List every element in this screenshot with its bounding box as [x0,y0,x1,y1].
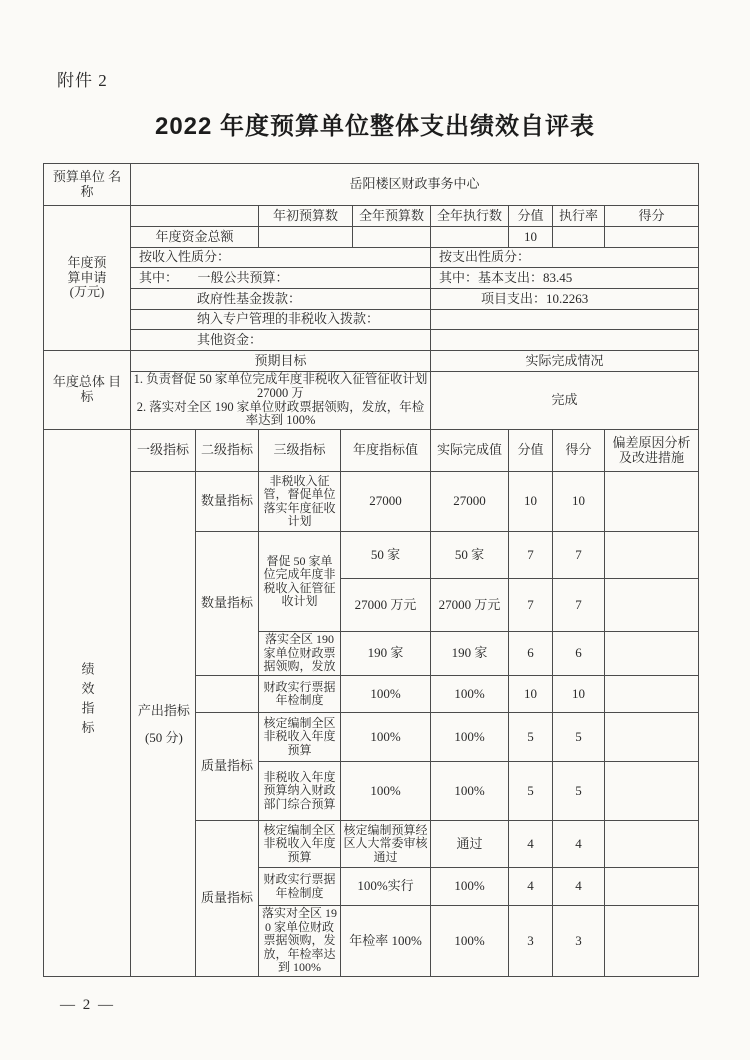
budget-col-header: 分值 [509,206,553,227]
level3-indicator-cell: 落实对全区 190 家单位财政票据领购，发放，年检率达到 100% [259,906,341,977]
goal-section-label: 年度总体 目标 [52,374,122,404]
empty-cell [553,227,605,248]
income-row-cell: 纳入专户管理的非税收入拨款： [131,310,431,330]
expense-title-cell: 按支出性质分： [431,248,699,268]
table-row [44,430,699,472]
expected-goal-item: 2. 落实对全区 190 家单位财政票据领购，发放，年检率达到 100% [136,399,425,428]
target-value-cell: 100% [341,762,431,821]
level3-indicator-cell: 核定编制全区非税收入年度预算 [259,713,341,762]
table-row [44,164,699,206]
attachment-label: 附件 2 [57,71,108,90]
expense-row-cell: 项目支出：10.2263 [431,289,699,310]
table-row [44,330,699,351]
income-row-cell: 其他资金： [131,330,431,351]
actual-value-cell: 50 家 [431,532,509,579]
score-cell: 10 [509,472,553,532]
income-title-cell: 按收入性质分： [131,248,431,268]
actual-value-cell: 100% [431,676,509,713]
level3-indicator-cell: 非税收入征管，督促单位落实年度征收计划 [259,472,341,532]
score-cell: 4 [509,868,553,906]
level1-indicator-cell [131,472,196,977]
level3-indicator-cell: 落实全区 190 家单位财政票据领购，发放 [259,632,341,676]
deviation-cell [605,632,699,676]
expected-goal-content-cell [131,372,431,430]
deviation-cell [605,579,699,632]
level3-indicator-cell: 核定编制全区非税收入年度预算 [259,821,341,868]
empty-cell [259,227,353,248]
income-row-cell: 政府性基金拨款： [131,289,431,310]
target-value-cell: 50 家 [341,532,431,579]
deviation-col-header: 偏差原因分析及改进措施 [612,434,691,465]
unit-name-section [43,163,699,206]
actual-value-cell: 27000 [431,472,509,532]
level2-indicator-cell: 数量指标 [196,532,259,676]
budget-col-header: 年初预算数 [259,206,353,227]
actual-value-cell: 通过 [431,821,509,868]
table-row [44,289,699,310]
points-cell: 3 [553,906,605,977]
target-value-cell: 100% [341,713,431,762]
points-cell: 10 [553,472,605,532]
deviation-cell [605,532,699,579]
indicator-col-header: 三级指标 [259,430,341,472]
target-value-cell: 27000 [341,472,431,532]
level2-indicator-cell: 质量指标 [196,821,259,977]
deviation-cell [605,906,699,977]
level2-indicator-cell: 质量指标 [196,713,259,821]
deviation-cell [605,762,699,821]
actual-value-cell: 27000 万元 [431,579,509,632]
unit-name-label: 预算单位 名称 [52,168,122,199]
actual-completion-header-cell: 实际完成情况 [431,351,699,372]
indicators-section-label-cell [44,430,131,977]
income-row-cell: 其中： 一般公共预算： [131,268,431,289]
level3-indicator-cell: 非税收入年度预算纳入财政部门综合预算 [259,762,341,821]
empty-cell [431,227,509,248]
deviation-cell [605,868,699,906]
expense-row-cell [431,310,699,330]
indicator-col-header: 实际完成值 [431,430,509,472]
budget-col-header: 得分 [605,206,699,227]
budget-col-header: 全年执行数 [431,206,509,227]
table-row [44,351,699,372]
level3-indicator-cell: 财政实行票据年检制度 [259,868,341,906]
indicators-section [43,429,699,977]
empty-cell [605,227,699,248]
indicator-col-header: 一级指标 [131,430,196,472]
score-cell: 7 [509,579,553,632]
indicator-col-header: 二级指标 [196,430,259,472]
score-cell: 6 [509,632,553,676]
budget-section-label-cell [44,206,131,351]
table-row [44,227,699,248]
page-number: — 2 — [60,997,115,1013]
table-row [44,310,699,330]
points-cell: 6 [553,632,605,676]
actual-value-cell: 190 家 [431,632,509,676]
table-row [44,268,699,289]
budget-section-label: 年度预算申请 (万元) [67,254,107,300]
level1-indicator-label: 产出指标 (50 分) [137,702,190,745]
empty-cell [131,206,259,227]
actual-value-cell: 100% [431,713,509,762]
table-row [44,206,699,227]
expense-row-cell [431,330,699,351]
score-cell: 10 [509,676,553,713]
score-cell: 5 [509,762,553,821]
actual-completion-value-cell: 完成 [431,372,699,430]
score-cell: 7 [509,532,553,579]
target-value-cell: 100% [341,676,431,713]
points-cell: 10 [553,676,605,713]
deviation-cell [605,821,699,868]
indicator-col-header: 得分 [553,430,605,472]
unit-name-value-cell: 岳阳楼区财政事务中心 [131,164,699,206]
points-cell: 4 [553,868,605,906]
points-cell: 4 [553,821,605,868]
self-evaluation-table [43,163,698,977]
unit-name-label-cell [44,164,131,206]
budget-total-label-cell: 年度资金总额 [131,227,259,248]
actual-value-cell: 100% [431,762,509,821]
target-value-cell: 核定编制预算经区人大常委审核通过 [341,821,431,868]
target-value-cell: 190 家 [341,632,431,676]
table-row [44,248,699,268]
level2-indicator-cell: 数量指标 [196,472,259,532]
budget-col-header: 执行率 [553,206,605,227]
deviation-cell [605,472,699,532]
expected-goal-item: 1. 负责督促 50 家单位完成年度非税收入征管征收计划 27000 万 [133,372,428,400]
indicator-col-header: 年度指标值 [341,430,431,472]
actual-value-cell: 100% [431,868,509,906]
indicator-col-header: 分值 [509,430,553,472]
points-cell: 5 [553,762,605,821]
empty-cell [353,227,431,248]
budget-section [43,205,699,351]
level2-indicator-cell [196,676,259,713]
target-value-cell: 27000 万元 [341,579,431,632]
goal-section [43,350,699,430]
expected-goal-header-cell: 预期目标 [131,351,431,372]
target-value-cell: 年检率 100% [341,906,431,977]
deviation-cell [605,676,699,713]
deviation-cell [605,713,699,762]
level3-indicator-cell: 财政实行票据年检制度 [259,676,341,713]
table-row [44,472,699,532]
budget-col-header: 全年预算数 [353,206,431,227]
score-cell: 5 [509,713,553,762]
indicators-section-label: 绩效指标 [79,662,95,741]
budget-total-score-cell: 10 [509,227,553,248]
target-value-cell: 100%实行 [341,868,431,906]
table-row [44,372,699,430]
level3-indicator-cell: 督促 50 家单位完成年度非税收入征管征收计划 [259,532,341,632]
actual-value-cell: 100% [431,906,509,977]
expense-row-cell: 其中：基本支出：83.45 [431,268,699,289]
points-cell: 7 [553,579,605,632]
page-title: 2022 年度预算单位整体支出绩效自评表 [154,113,596,140]
points-cell: 7 [553,532,605,579]
score-cell: 3 [509,906,553,977]
score-cell: 4 [509,821,553,868]
indicator-col-header [605,430,699,472]
goal-section-label-cell [44,351,131,430]
points-cell: 5 [553,713,605,762]
